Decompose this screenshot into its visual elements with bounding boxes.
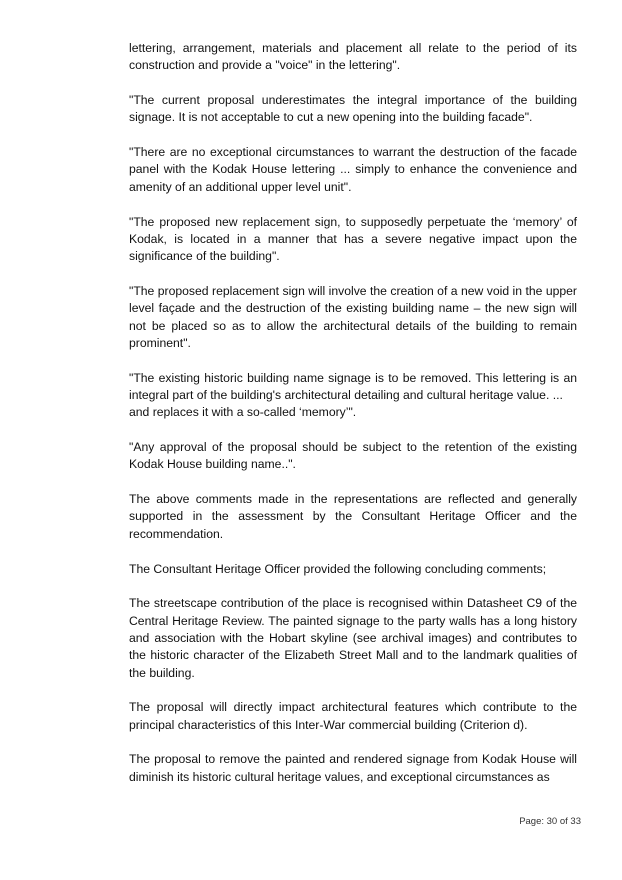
- paragraph-2: "The current proposal underestimates the integral importance of the building signage. It is not acceptable to cut a new opening into the building facade".: [129, 93, 577, 125]
- paragraph-10: The streetscape contribution of the place is recognised within Datasheet C9 of the Central Heritage Review. The painted signage to the party walls has a long history and association with the Hobart skyline (see archival images) and contributes to the historic character of the Elizabeth Street Mall and to the landmark qualities of the building.: [129, 596, 577, 680]
- paragraph-6: "The existing historic building name signage is to be removed. This lettering is an integral part of the building's architectural detailing and cultural heritage value. ... and replaces it with a so-called ‘memory’".: [129, 370, 577, 420]
- paragraph-3: "There are no exceptional circumstances to warrant the destruction of the facade panel with the Kodak House lettering ... simply to enhance the convenience and amenity of an additional upper level unit".: [129, 145, 577, 194]
- paragraph-8: The above comments made in the representations are reflected and generally supported in the assessment by the Consultant Heritage Officer and the recommendation.: [129, 492, 577, 541]
- paragraph-11: The proposal will directly impact architectural features which contribute to the principal characteristics of this Inter-War commercial building (Criterion d).: [129, 700, 577, 732]
- page-body: [129, 40, 577, 804]
- paragraph-4: "The proposed new replacement sign, to supposedly perpetuate the ‘memory’ of Kodak, is located in a manner that has a severe negative impact upon the significance of the building".: [129, 214, 577, 264]
- paragraph-9: The Consultant Heritage Officer provided the following concluding comments;: [129, 561, 547, 576]
- page-number: Page: 30 of 33: [519, 816, 581, 827]
- paragraph-1: lettering, arrangement, materials and placement all relate to the period of its construction and provide a "voice" in the lettering".: [129, 41, 577, 73]
- paragraph-12: The proposal to remove the painted and rendered signage from Kodak House will diminish its historic cultural heritage values, and exceptional circumstances as: [129, 752, 577, 784]
- paragraph-5: "The proposed replacement sign will involve the creation of a new void in the upper level façade and the destruction of the existing building name – the new sign will not be placed so as to allow the architectural details of the building to remain prominent".: [129, 283, 577, 350]
- paragraph-7: "Any approval of the proposal should be subject to the retention of the existing Kodak House building name..".: [129, 440, 577, 472]
